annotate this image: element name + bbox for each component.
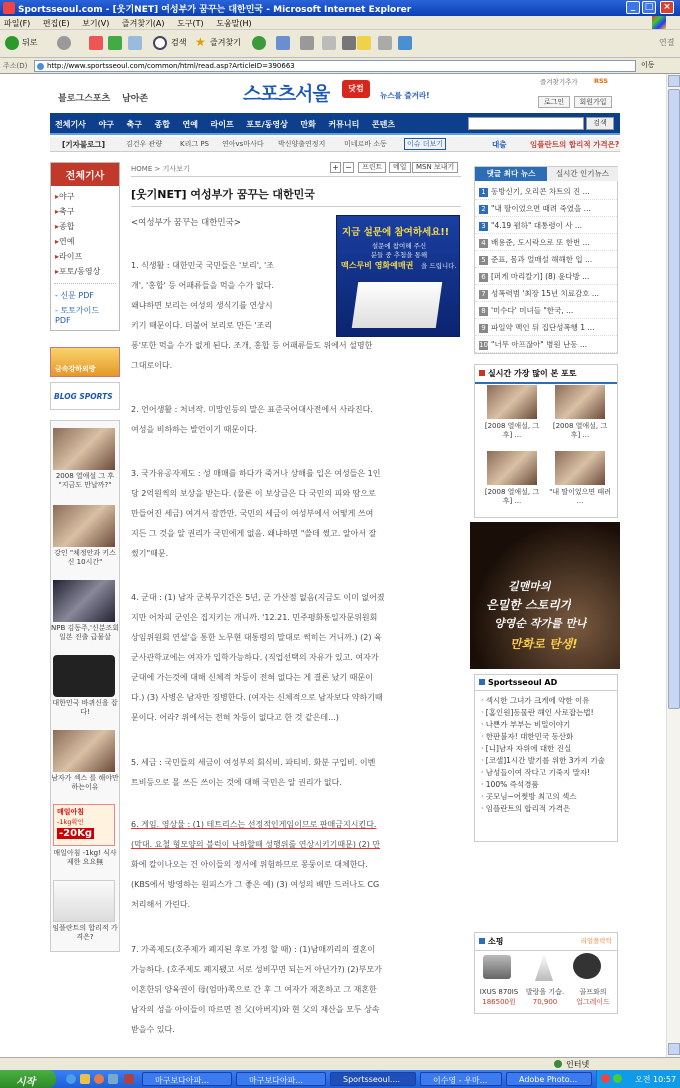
ad-item-label: 곳모님~어쩟방 최고의 섹스 xyxy=(485,792,577,801)
popular-photo-caption[interactable]: [2008 열애설, 그 후] ... xyxy=(484,488,540,505)
shopping-box xyxy=(474,932,618,1014)
ad-item-label: 남성들이여 작다고 기죽지 말자! xyxy=(485,768,591,777)
quicklaunch-ie-icon[interactable] xyxy=(66,1074,76,1084)
ad-item-label: 섹시한 그녀가 크게에 약한 이유 xyxy=(485,696,590,705)
rank-title: 동방신기, 오리콘 차트의 진 ... xyxy=(491,187,590,196)
article-line: 받을수 있다. xyxy=(131,1025,175,1034)
add-favorite-link[interactable]: 즐겨찾기추가 xyxy=(540,78,578,86)
category-header: 전체기사 xyxy=(51,163,119,186)
article-line: 개', '홍합' 등 어패류들을 먹을 수가 없다. xyxy=(131,281,274,290)
login-button[interactable]: 로그인 xyxy=(538,96,570,108)
ad-item[interactable] xyxy=(475,766,617,778)
tab-realtime-popular[interactable]: 실시간 인기뉴스 xyxy=(547,167,618,181)
product-name[interactable]: 골프와의 xyxy=(579,988,607,996)
ad-item[interactable] xyxy=(475,742,617,754)
nav-baseball[interactable]: 야구 xyxy=(98,120,114,129)
ad-item[interactable] xyxy=(475,778,617,790)
subnav-item-2[interactable]: K리그 PS xyxy=(180,140,210,148)
product-image[interactable] xyxy=(573,953,601,979)
diet-ad-line3: -20Kg xyxy=(59,828,92,839)
thumb-caption[interactable]: 강인 "체정안과 키스신 10시간" xyxy=(54,549,116,566)
category-soccer[interactable] xyxy=(51,204,119,219)
toto-pdf-link[interactable]: - 토토가이드 PDF xyxy=(55,306,100,325)
article-line: 2. 언어생활 : 처녀작. 미망인등의 말은 표준국어대사전에서 사라진다. xyxy=(131,405,373,414)
bullet-icon: ▸ xyxy=(55,207,60,216)
font-decrease-button[interactable]: − xyxy=(343,162,354,173)
windows-logo-icon xyxy=(652,16,666,29)
popular-photo-caption[interactable]: "내 딸이었으면 때려 ... xyxy=(549,488,611,505)
rank-number-icon: 4 xyxy=(479,239,488,248)
diet-ad-line1: 매일아침 xyxy=(57,808,85,816)
breadcrumb: HOME > 기사보기 xyxy=(131,165,190,173)
shopping-title: 소핑 xyxy=(488,937,504,946)
diet-ad-line2: -1kg확인 xyxy=(57,818,84,826)
mail-button[interactable]: 메일 xyxy=(389,162,411,173)
print-icon[interactable] xyxy=(300,36,314,50)
rank-number-icon: 5 xyxy=(479,256,488,265)
bullet-icon: · xyxy=(481,696,486,705)
namajon-link[interactable]: 남아존 xyxy=(122,94,149,104)
article-line: 5. 세금 : 국민들의 세금이 여성부의 회식비. 파티비. 화분 구입비. 이벤 xyxy=(131,758,376,767)
font-increase-button[interactable]: + xyxy=(330,162,341,173)
breadcrumb-home[interactable]: HOME xyxy=(131,165,153,173)
popular-photo[interactable] xyxy=(487,451,537,485)
logo-badge: 닷컴 xyxy=(342,80,370,98)
survey-ad-line2: 분들 중 추첨을 통해 xyxy=(370,251,428,259)
thumb-caption[interactable]: 대한민국 바퀴신을 잡다! xyxy=(52,699,118,716)
rank-item[interactable] xyxy=(475,285,617,302)
category-label: 종합 xyxy=(59,222,75,231)
mail-icon[interactable] xyxy=(276,36,290,50)
product-price: 70,900 xyxy=(532,998,558,1006)
rank-number-icon: 7 xyxy=(479,290,488,299)
article-line: 트비등으로 몰 쓰든 쓰이는 것에 대해 국민은 알 권리가 없다. xyxy=(131,778,342,787)
search-icon[interactable] xyxy=(153,36,167,50)
tray-icon[interactable] xyxy=(601,1074,610,1083)
favorites-star-icon[interactable]: ★ xyxy=(195,35,206,49)
category-life[interactable] xyxy=(51,249,119,264)
rank-title: 준표, 몸과 얼매설 해해한 입 ... xyxy=(491,255,593,264)
category-label: 포토/동영상 xyxy=(59,267,101,276)
left-sidebar xyxy=(50,162,120,331)
bullet-icon: ▸ xyxy=(55,222,60,231)
product-price: 업그레이드 xyxy=(576,998,610,1006)
signup-button[interactable]: 회원가입 xyxy=(574,96,612,108)
thumb-caption[interactable]: NPB 김동주,'신분조회 일본 진출 급물살 xyxy=(51,624,119,641)
rank-title: "너무 아프잖아" 병원 난동 ... xyxy=(491,340,588,349)
rank-number-icon: 10 xyxy=(479,341,488,349)
taskbar-item[interactable]: Adobe Photo... xyxy=(506,1072,592,1086)
menu-file[interactable]: 파일(F) xyxy=(4,19,31,28)
rank-number-icon: 2 xyxy=(479,205,488,214)
quicklaunch-messenger-icon[interactable] xyxy=(94,1074,104,1084)
nav-soccer[interactable]: 축구 xyxy=(126,120,142,129)
home-icon[interactable] xyxy=(128,36,142,50)
logo-slogan: 뉴스를 즐겨라! xyxy=(380,91,430,100)
ad-list xyxy=(475,691,617,814)
article-line: 군대에 가는것에 대해 신체적 차등이 전혀 없다는 게 결론 났기 때문이 xyxy=(131,673,373,682)
rss-link[interactable]: RSS xyxy=(594,77,609,85)
rank-number-icon: 3 xyxy=(479,222,488,231)
manhwa-line3: 양영순 작가를 만나 xyxy=(494,617,587,630)
back-arrow-icon[interactable] xyxy=(5,36,19,50)
rank-title: 파일약 멕인 뒤 집단성폭행 1 ... xyxy=(491,323,595,332)
sub-nav xyxy=(50,137,620,152)
menu-view[interactable]: 보기(V) xyxy=(82,19,110,28)
rank-item[interactable] xyxy=(475,200,617,217)
article-title: [웃기NET] 여성부가 꿈꾸는 대한민국 xyxy=(131,188,315,201)
research-icon[interactable] xyxy=(378,36,392,50)
article-line: 퐁'또한 먹을 수가 없게 된다. 조개, 홍합 등 어패류들도 위에서 설명한 xyxy=(131,341,373,350)
address-label: 주소(D) xyxy=(3,62,28,70)
thumb-caption[interactable]: 매일아침 -1kg! 식사제한 요요無 xyxy=(53,849,117,866)
nav-all-articles[interactable]: 전체기사 xyxy=(55,120,86,129)
subnav-reporter-blog[interactable]: [기자블로그] xyxy=(62,140,106,149)
article-line: 그대로이다. xyxy=(131,361,173,370)
clock: 오전 10:57 xyxy=(635,1075,677,1084)
ad-item-label: 임플란트의 합리적 가격은 xyxy=(485,804,571,813)
product-image[interactable] xyxy=(535,953,553,981)
bullet-icon: · xyxy=(481,720,486,729)
survey-ad-line1: 설문에 참여해 주신 xyxy=(371,242,427,250)
divider xyxy=(131,206,461,207)
rank-number-icon: 1 xyxy=(479,188,488,197)
banner-blog-sports[interactable] xyxy=(50,382,120,410)
shopping-more-link[interactable]: 리얼폴락틱 xyxy=(580,937,612,945)
bullet-icon: · xyxy=(481,792,486,801)
article-line: 문이다. 어라? 위에서는 전혀 차등이 없다고 한 것 같은데...) xyxy=(131,713,339,722)
ie-icon xyxy=(3,2,15,14)
article-line: 썼기"때문. xyxy=(131,549,169,558)
manhwa-banner[interactable] xyxy=(470,522,620,669)
pdf-label: 토토가이드 PDF xyxy=(55,306,100,325)
bullet-icon: · xyxy=(481,804,486,813)
search-button[interactable]: 검색 xyxy=(171,38,187,47)
rank-number-icon: 6 xyxy=(479,273,488,282)
popular-photo-caption[interactable]: [2008 열애설, 그 후] ... xyxy=(552,422,608,439)
rank-item[interactable] xyxy=(475,336,617,353)
nav-community[interactable]: 커뮤니티 xyxy=(328,120,360,129)
go-button[interactable]: 이동 xyxy=(641,61,655,69)
menu-favorites[interactable]: 즐겨찾기(A) xyxy=(121,19,165,28)
tray-icon[interactable] xyxy=(613,1074,622,1083)
category-entertainment[interactable] xyxy=(51,234,119,249)
article-line: 지든 그 것을 알 권리가 국민에게 없음. 왜냐하면 "쓸데 썼고. 알아서 잘 xyxy=(131,529,377,538)
article-line: 상임위원회 연설'을 통한 노무현 대통령의 말대로 썩히는 거니까.) (2) 육 xyxy=(131,633,382,642)
ad-item-label: [코샐]1시간 발기를 위한 3가지 기술 xyxy=(485,756,605,765)
shopping-header xyxy=(475,933,617,951)
article-line: 남자의 성을 아이들이 따르면 전 父(아버지)와 현 父의 재산을 모두 상속 xyxy=(131,1005,380,1014)
toolbar xyxy=(0,30,680,58)
more-issues-button[interactable]: 이슈 더보기 xyxy=(404,138,446,150)
banner-metal-text: 금속강하외방 xyxy=(55,365,96,373)
survey-ad-line4: 을 드립니다. xyxy=(421,262,457,270)
article-paragraph-4 xyxy=(131,588,461,728)
ad-item-label: [홈인원]동물란 해인 사로잡는법! xyxy=(485,708,594,717)
bullet-icon: · xyxy=(481,756,486,765)
popular-photo[interactable] xyxy=(555,385,605,419)
site-search-button[interactable]: 검색 xyxy=(586,117,614,130)
thumb-photo[interactable] xyxy=(53,428,115,470)
window-titlebar xyxy=(0,0,680,16)
subnav-item-5[interactable]: 미네르바 소동 xyxy=(344,140,387,148)
rank-item[interactable] xyxy=(475,251,617,268)
window-title: Sportsseoul.com - [웃기NET] 여성부가 꿈꾸는 대한민국 - Microsoft Internet Explorer xyxy=(18,5,412,15)
divider xyxy=(131,176,461,177)
scroll-down-icon[interactable] xyxy=(668,1043,680,1055)
rank-item[interactable] xyxy=(475,183,617,200)
bullet-icon: ▸ xyxy=(55,252,60,261)
rank-title: 배용준, 도시락으로 또 한번 ... xyxy=(491,238,590,247)
article-paragraph-2 xyxy=(131,400,461,440)
internet-zone-icon xyxy=(554,1060,562,1068)
ad-item[interactable] xyxy=(475,718,617,730)
rank-number-icon: 8 xyxy=(479,307,488,316)
category-label: 축구 xyxy=(59,207,75,216)
rank-title: 성폭력범 '최장 15년 치료감호 ... xyxy=(491,289,599,298)
thumb-photo[interactable] xyxy=(53,580,115,622)
article-line: 처리해서 가린다. xyxy=(131,900,191,909)
banner-metal[interactable] xyxy=(50,347,120,377)
start-button[interactable] xyxy=(0,1070,56,1088)
discuss-icon[interactable] xyxy=(342,36,356,50)
popular-photo[interactable] xyxy=(487,385,537,419)
rank-title: '미수다' 미녀들 "한국, ... xyxy=(491,306,574,315)
quicklaunch-media-icon[interactable] xyxy=(108,1074,118,1084)
ad-item[interactable] xyxy=(475,694,617,706)
survey-ad-title: 지금 설문에 참여하세요!! xyxy=(342,227,450,238)
popular-photo-header xyxy=(475,365,617,384)
article-paragraph-1 xyxy=(131,256,461,376)
article-line: 왜냐하면 보리는 여성의 생식기를 연상시 xyxy=(131,301,273,310)
most-commented-box xyxy=(474,166,618,354)
product-name[interactable]: 발랑을 기습. xyxy=(525,988,565,996)
rank-number-icon: 9 xyxy=(479,324,488,333)
taskbar-item[interactable]: 마구보다아파... xyxy=(142,1072,232,1086)
newspaper-pdf-link[interactable]: - 신문 PDF xyxy=(55,291,95,300)
product-name[interactable]: IXUS 870IS xyxy=(479,988,519,996)
nav-photo-video[interactable]: 포토/동영상 xyxy=(246,120,288,129)
forward-arrow-icon[interactable] xyxy=(57,36,71,50)
scroll-up-icon[interactable] xyxy=(668,75,680,87)
category-label: 라이프 xyxy=(59,252,83,261)
refresh-icon[interactable] xyxy=(108,36,122,50)
system-tray xyxy=(596,1070,680,1088)
web-page xyxy=(0,74,666,1057)
ad-box-header xyxy=(475,675,617,691)
manhwa-line2: 은밀한 스토리가 xyxy=(486,598,572,612)
bullet-icon: ▸ xyxy=(55,237,60,246)
bullet-icon: · xyxy=(481,768,486,777)
bullet-icon xyxy=(479,938,485,944)
article-line: 지만 어차피 군인은 집지키는 개니까. '12.21. 민주평화통일자문위원회 xyxy=(131,613,378,622)
article-line: 군사관학교에는 여자가 입학가능하다. (직업선택의 자유가 있고. 여자가 xyxy=(131,653,379,662)
subnav-item-4[interactable]: 박신양출연정지 xyxy=(278,140,326,148)
ad-box-title: Sportsseoul AD xyxy=(488,678,558,687)
article-line: (KBS에서 방영하는 원피스가 그 좋은 예) (3) 여성의 배만 드러나도 CG xyxy=(131,880,380,889)
ad-item[interactable] xyxy=(475,802,617,814)
quicklaunch-folder-icon[interactable] xyxy=(80,1074,90,1084)
category-label: 야구 xyxy=(59,192,75,201)
category-baseball[interactable] xyxy=(51,189,119,204)
rank-item[interactable] xyxy=(475,234,617,251)
ad-item[interactable] xyxy=(475,706,617,718)
blog-sports-link[interactable]: 블로그스포츠 xyxy=(58,94,111,104)
article-paragraph-3 xyxy=(131,464,461,564)
ad-item[interactable] xyxy=(475,790,617,802)
menu-help[interactable]: 도움말(H) xyxy=(216,19,252,28)
article-line: 4. 군대 : (1) 남자 군복무기간은 5년, 군 가산점 없음(지금도 이미 없어졌 xyxy=(131,593,385,602)
category-label: 연예 xyxy=(59,237,75,246)
diet-ad-image[interactable] xyxy=(53,804,115,846)
nav-general[interactable]: 종합 xyxy=(154,120,170,129)
close-button[interactable]: × xyxy=(660,1,674,14)
rank-list xyxy=(475,181,617,353)
minimize-button[interactable]: _ xyxy=(626,1,640,14)
status-zone: 인터넷 xyxy=(566,1060,590,1069)
messenger-icon[interactable] xyxy=(398,36,412,50)
article-paragraph-6 xyxy=(131,815,461,915)
popular-photo[interactable] xyxy=(555,451,605,485)
thumb-photo[interactable] xyxy=(53,655,115,697)
site-search-input[interactable] xyxy=(468,117,584,130)
rank-title: "내 딸이었으면 때려 죽였을 ... xyxy=(491,204,591,213)
quicklaunch-app-icon[interactable] xyxy=(124,1074,134,1084)
article-subtitle: <여성부가 꿈꾸는 대한민국> xyxy=(131,218,241,228)
article-line: 당 2억원씩의 보상을 받는다. (물론 이 보상금은 다 국민의 피와 땀으로 xyxy=(131,489,376,498)
rank-item[interactable] xyxy=(475,319,617,336)
page-icon xyxy=(37,63,44,70)
subnav-item-1[interactable]: 김건우 관량 xyxy=(126,140,163,148)
ad-item-label: [니]남자 자위에 대한 진실 xyxy=(485,744,572,753)
article-line: 다.) (3) 사병은 남자만 징병한다. (여자는 신체적으로 남자보다 약하기때 xyxy=(131,693,383,702)
breadcrumb-current: 기사보기 xyxy=(162,165,190,173)
bullet-icon xyxy=(479,679,485,685)
bullet-icon: · xyxy=(481,708,486,717)
manhwa-line1: 길맨마의 xyxy=(508,580,551,593)
thumb-caption[interactable]: 2008 열애설 그 후 "지금도 만날까?" xyxy=(55,472,115,489)
article-line: 3. 국가유공자제도 : 성 매매를 하다가 죽거나 상해를 입은 여성들은 1인 xyxy=(131,469,381,478)
ad-item-label: 나쁜가 부부는 비밀이야기 xyxy=(485,720,571,729)
back-button[interactable]: 뒤로 xyxy=(22,38,38,47)
ad-item-label: 100% 즉석경품 xyxy=(485,780,539,789)
address-url: http://www.sportsseoul.com/common/html/read.asp?ArticleID=390663 xyxy=(47,62,295,70)
menu-tools[interactable]: 도구(T) xyxy=(177,19,204,28)
favorites-button[interactable]: 즐겨찾기 xyxy=(210,38,241,47)
bullet-icon: · xyxy=(481,732,486,741)
rank-item[interactable] xyxy=(475,268,617,285)
msn-send-button[interactable]: MSN 보내기 xyxy=(412,162,458,173)
taskbar-item[interactable]: 마구보다아파... xyxy=(236,1072,326,1086)
article-line: 6. 게임. 영상물 : (1) 테트리스는 선정적인게임이므로 판매금지시킨다. xyxy=(131,820,377,829)
bullet-icon xyxy=(479,370,485,376)
article-line: 키기 때문이다. 더불어 보리로 만든 '조리 xyxy=(131,321,273,330)
start-label: 시작 xyxy=(16,1077,36,1088)
bullet-icon: ▸ xyxy=(55,192,60,201)
vertical-scrollbar[interactable] xyxy=(666,74,680,1057)
menu-edit[interactable]: 편집(E) xyxy=(42,19,70,28)
subnav-implant[interactable]: 임플란트의 합리적 가격은? xyxy=(530,140,620,149)
camera-product-image[interactable] xyxy=(483,955,511,979)
taskbar xyxy=(0,1070,680,1088)
article-line: 이혼한뒤 양육권이 母(엄마)쪽으로 간 후 그 여자가 재혼하고 그 재혼한 xyxy=(131,985,377,994)
address-input[interactable] xyxy=(34,60,636,72)
rank-title: "4.19 폄하" 대통령이 사 ... xyxy=(491,221,583,230)
article-line: 7. 가족제도(호주제가 폐지된 후로 가정 할 때) : (1)남매끼리의 결혼이 xyxy=(131,945,375,954)
menu-bar xyxy=(0,16,680,30)
bullet-icon: · xyxy=(481,780,486,789)
nav-comics[interactable]: 만화 xyxy=(300,120,316,129)
thumb-photo[interactable] xyxy=(53,880,115,922)
subnav-item-3[interactable]: 연아vs마사다 xyxy=(222,140,264,148)
category-box xyxy=(50,162,120,331)
status-bar xyxy=(0,1057,680,1070)
site-logo[interactable]: 스포츠서울 xyxy=(243,83,330,105)
article-line: 가능하다. (호주제도 폐지됐고 서로 성비꾸면 되는거 아닌가?) (2)부모가 xyxy=(131,965,382,974)
thumb-photo[interactable] xyxy=(53,730,115,772)
sportsseoul-ad-box xyxy=(474,674,618,842)
nav-entertainment[interactable]: 연예 xyxy=(182,120,198,129)
nav-life[interactable]: 라이프 xyxy=(210,120,234,129)
article-paragraph-5 xyxy=(131,753,461,793)
thumb-caption[interactable]: 남자가 섹스 를 해야만 하는이유 xyxy=(51,774,119,791)
article-paragraph-7 xyxy=(131,940,461,1040)
popular-photo-title: 실시간 가장 많이 본 포토 xyxy=(488,369,577,378)
rank-item[interactable] xyxy=(475,302,617,319)
survey-ad-line3: 맥스무비 영화예매권 xyxy=(341,261,414,270)
scroll-thumb[interactable] xyxy=(668,89,680,709)
maximize-button[interactable]: □ xyxy=(642,1,656,14)
bullet-icon: · xyxy=(481,744,486,753)
history-icon[interactable] xyxy=(252,36,266,50)
popular-photo-caption[interactable]: [2008 열애설, 그 후] ... xyxy=(484,422,540,439)
pdf-label: 신문 PDF xyxy=(60,291,95,300)
tab-most-commented[interactable]: 댓글 최다 뉴스 xyxy=(475,167,547,181)
popular-photo-box xyxy=(474,364,618,518)
taskbar-item-active[interactable]: Sportsseoul.... xyxy=(330,1072,416,1086)
stop-icon[interactable] xyxy=(89,36,103,50)
ad-item-label: 한판불자! 대한민국 동산화 xyxy=(485,732,574,741)
category-general[interactable] xyxy=(51,219,119,234)
ad-item[interactable] xyxy=(475,754,617,766)
print-button[interactable]: 프린트 xyxy=(358,162,386,173)
nav-contents[interactable]: 콘텐츠 xyxy=(371,120,396,129)
edit-icon[interactable] xyxy=(322,36,336,50)
article-line: 만들어진 세금) 여겨서 잠깐만. 국민의 세금이 여성부에서 어떻게 쓰여 xyxy=(131,509,374,518)
address-bar xyxy=(0,58,680,74)
links-label[interactable]: 연결 xyxy=(659,38,675,47)
thumb-photo[interactable] xyxy=(53,505,115,547)
taskbar-item[interactable]: 이수영 - 우마... xyxy=(420,1072,502,1086)
banner-blog-sports-text: BLOG SPORTS xyxy=(54,392,113,401)
category-photo-video[interactable] xyxy=(51,264,119,279)
ad-item[interactable] xyxy=(475,730,617,742)
article-line: 여성을 비하하는 발언이기 때문이다. xyxy=(131,425,258,434)
product-price: 186500원 xyxy=(482,998,516,1006)
rank-item[interactable] xyxy=(475,217,617,234)
rank-title: [퍼게 마리칼기] (8) 윤다방 ... xyxy=(491,272,590,281)
bullet-icon: ▸ xyxy=(55,267,60,276)
subnav-loan[interactable]: 대출 xyxy=(492,140,507,149)
thumb-caption[interactable]: 임플란트의 합리적 가격은? xyxy=(52,924,118,941)
article-line: 화에 칼이나오는 건 아이들의 정서에 위험하므로 몽둥이로 대체한다. xyxy=(131,860,368,869)
manhwa-line4: 만화로 탄생! xyxy=(510,637,578,651)
article-line: (막대. 요철 형모양의 블럭이 낙하할때 성행위를 연상시키기때문) (2) 만 xyxy=(131,840,381,849)
folder-icon[interactable] xyxy=(357,36,371,50)
article-line: 1. 식생활 : 대한민국 국민들은 '보리', '조 xyxy=(131,261,274,270)
